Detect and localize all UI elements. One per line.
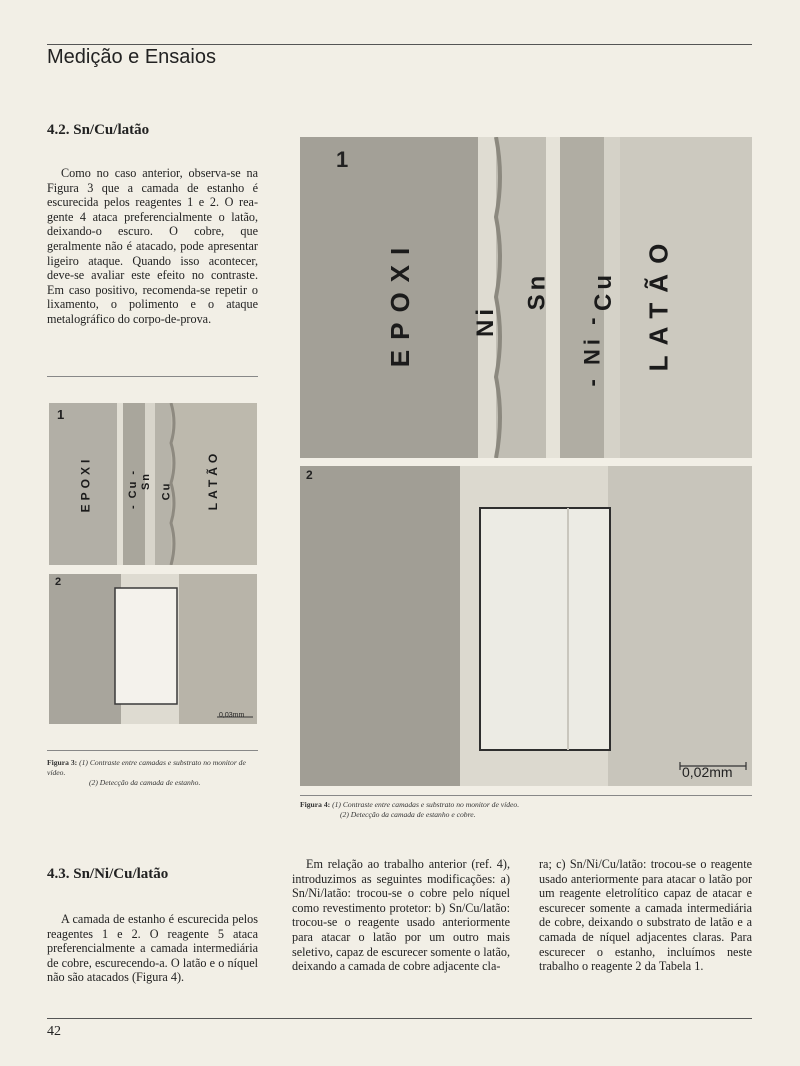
figure-3-panel-2-index: 2 xyxy=(55,576,62,588)
figure-3-micrograph-2 xyxy=(49,574,257,724)
figure-3-scale-bar-label: 0,03mm xyxy=(219,712,245,719)
section-4-3-column-3 xyxy=(539,857,752,974)
figure-3-label-latao: LATÃO xyxy=(206,449,221,511)
section-heading-4-2: 4.2. Sn/Cu/latão xyxy=(47,122,150,138)
figure-4-caption-lead: Figura 4: xyxy=(300,800,331,809)
figure-4-label-ni-right: - Ni - xyxy=(579,313,605,387)
figure-3-photo-2 xyxy=(49,574,257,724)
figure-3-label-sn: Sn xyxy=(140,471,153,491)
figure-4-label-sn: Sn xyxy=(523,271,551,311)
figure-4-caption-line-1: (1) Contraste entre camadas e substrato no monitor de vídeo. xyxy=(332,800,520,809)
figure-3-caption-rule xyxy=(47,750,258,751)
section-4-3-column-1 xyxy=(47,912,258,985)
figure-4-photo-2 xyxy=(300,466,752,786)
figure-4-caption xyxy=(300,800,752,820)
section-4-2-text: Como no caso anterior, observa-se na Figura 3 que a camada de estanho é escurecida pelos reagentes 1 e 2. O reagente 4 ataca preferencialmente o latão, deixando-o escuro. O cobre, que geralmente não é atacado, pode apresentar ligeiro ataque. Quando isso acontecer, deve-se avaliar este efeito no contraste. Em caso positivo, recomenda-se repetir o lixamento, o polimento e o ataque metalográfico do corpo-de-prova. xyxy=(47,166,258,326)
section-heading-4-3: 4.3. Sn/Ni/Cu/latão xyxy=(47,866,169,882)
figure-4-label-ni-left: Ni xyxy=(472,305,499,337)
figure-4-label-latao: LATÃO xyxy=(643,233,674,372)
running-header: Medição e Ensaios xyxy=(47,46,216,68)
figure-3-panel-1-index: 1 xyxy=(57,407,65,422)
section-4-3-text-col1: A camada de estanho é escurecida pelos reagentes 1 e 2. O reagente 5 ataca preferencialmente a camada intermediária de cobre, escurecendo-a. O latão e o níquel não são atacados (Figura 4). xyxy=(47,912,258,985)
section-4-3-column-2 xyxy=(292,857,510,974)
figure-4-scale-bar-label: 0,02mm xyxy=(682,764,733,780)
figure-4-caption-rule xyxy=(300,795,752,796)
figure-4-photo-1 xyxy=(300,137,752,458)
figure-3-label-cu-right: Cu xyxy=(160,481,173,501)
figure-4-panel-2-index: 2 xyxy=(306,468,313,482)
figure-4-caption-line-2: (2) Detecção da camada de estanho e cobre. xyxy=(340,810,476,819)
column-rule xyxy=(47,376,258,377)
figure-4-micrograph-2 xyxy=(300,466,752,786)
figure-3-caption xyxy=(47,758,262,788)
figure-4-panel-1-index: 1 xyxy=(336,147,349,172)
figure-3-caption-lead: Figura 3: xyxy=(47,758,78,767)
figure-3-caption-line-2: (2) Detecção da camada de estanho. xyxy=(89,778,201,787)
section-4-3-text-col3: ra; c) Sn/Ni/Cu/latão: trocou-se o reagente usado anteriormente para atacar o latão por um reagente eletrolítico capaz de atacar e escurecer somente a camada intermediária de cobre, deixando o substrato de latão e a camada de níquel adjacentes claras. Para escurecer o estanho, incluímos neste trabalho o reagente 2 da Tabela 1. xyxy=(539,857,752,974)
page-number: 42 xyxy=(47,1024,61,1039)
figure-3-label-cu-left: - Cu - xyxy=(127,468,140,510)
section-4-3-text-col2: Em relação ao trabalho anterior (ref. 4), introduzimos as seguintes modificações: a) Sn/Ni/latão: trocou-se o cobre pelo níquel como revestimento protetor: b) Sn/Cu/latão: trocou-se o reagente usado anteriormente para atacar o latão por um outro mais seletivo, capaz de escurecer somente o latão, deixando a camada de cobre adjacente cla- xyxy=(292,857,510,974)
header-rule xyxy=(47,44,752,45)
figure-3-photo-1 xyxy=(49,403,257,565)
figure-4-label-epoxi: EPOXI xyxy=(385,237,416,368)
figure-4-label-cu: Cu xyxy=(590,271,617,311)
figure-3-label-epoxi: EPOXI xyxy=(78,455,93,513)
section-4-2-paragraph xyxy=(47,166,258,327)
figure-3-caption-line-1: (1) Contraste entre camadas e substrato no monitor de vídeo. xyxy=(47,758,246,777)
footer-rule xyxy=(47,1018,752,1019)
